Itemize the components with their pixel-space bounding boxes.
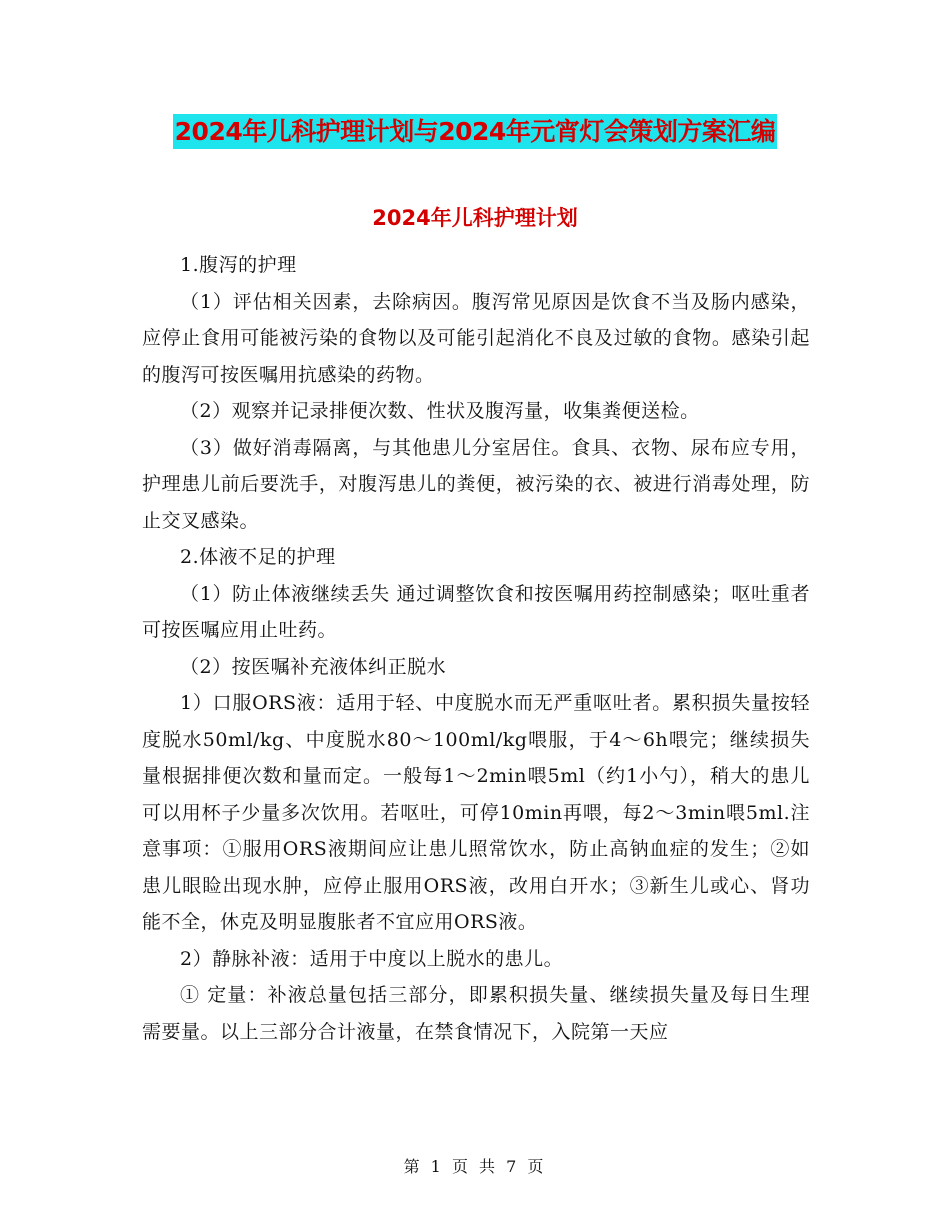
document-title-text: 2024年儿科护理计划与2024年元宵灯会策划方案汇编 xyxy=(173,114,778,149)
paragraph: 1）口服ORS液：适用于轻、中度脱水而无严重呕吐者。累积损失量按轻度脱水50ml/kg、中度脱水80～100ml/kg喂服，于4～6h喂完；继续损失量根据排便次数和量而定。一般每1～2min喂5ml（约1小勺），稍大的患儿可以用杯子少量多次饮用。若呕吐，可停10min再喂，每2～3min喂5ml.注意事项：①服用ORS液期间应让患儿照常饮水，防止高钠血症的发生；②如患儿眼睑出现水肿，应停止服用ORS液，改用白开水；③新生儿或心、肾功能不全，休克及明显腹胀者不宜应用ORS液。 xyxy=(142,692,810,933)
paragraph: （2）按医嘱补充液体纠正脱水 xyxy=(180,655,447,678)
paragraph: ① 定量：补液总量包括三部分，即累积损失量、继续损失量及每日生理需要量。以上三部分合计液量，在禁食情况下，入院第一天应 xyxy=(142,984,810,1043)
paragraph: （2）观察并记录排便次数、性状及腹泻量，收集粪便送检。 xyxy=(180,400,700,422)
paragraph: 2）静脉补液：适用于中度以上脱水的患儿。 xyxy=(180,947,564,970)
page-number-footer: 第 1 页 共 7 页 xyxy=(403,1157,547,1176)
paragraph: （1）防止体液继续丢失 通过调整饮食和按医嘱用药控制感染；呕吐重者可按医嘱应用止吐药。 xyxy=(142,582,810,641)
section-title: 2024年儿科护理计划 xyxy=(372,206,578,230)
paragraph: （3）做好消毒隔离，与其他患儿分室居住。食具、衣物、尿布应专用，护理患儿前后要洗手，对腹泻患儿的粪便，被污染的衣、被进行消毒处理，防止交叉感染。 xyxy=(142,436,810,532)
paragraph: 1.腹泻的护理 xyxy=(180,254,297,276)
paragraph: 2.体液不足的护理 xyxy=(180,546,336,568)
document-title xyxy=(0,112,950,148)
paragraph: （1）评估相关因素，去除病因。腹泻常见原因是饮食不当及肠内感染，应停止食用可能被污染的食物以及可能引起消化不良及过敏的食物。感染引起的腹泻可按医嘱用抗感染的药物。 xyxy=(142,290,810,386)
document-body xyxy=(142,247,810,1050)
